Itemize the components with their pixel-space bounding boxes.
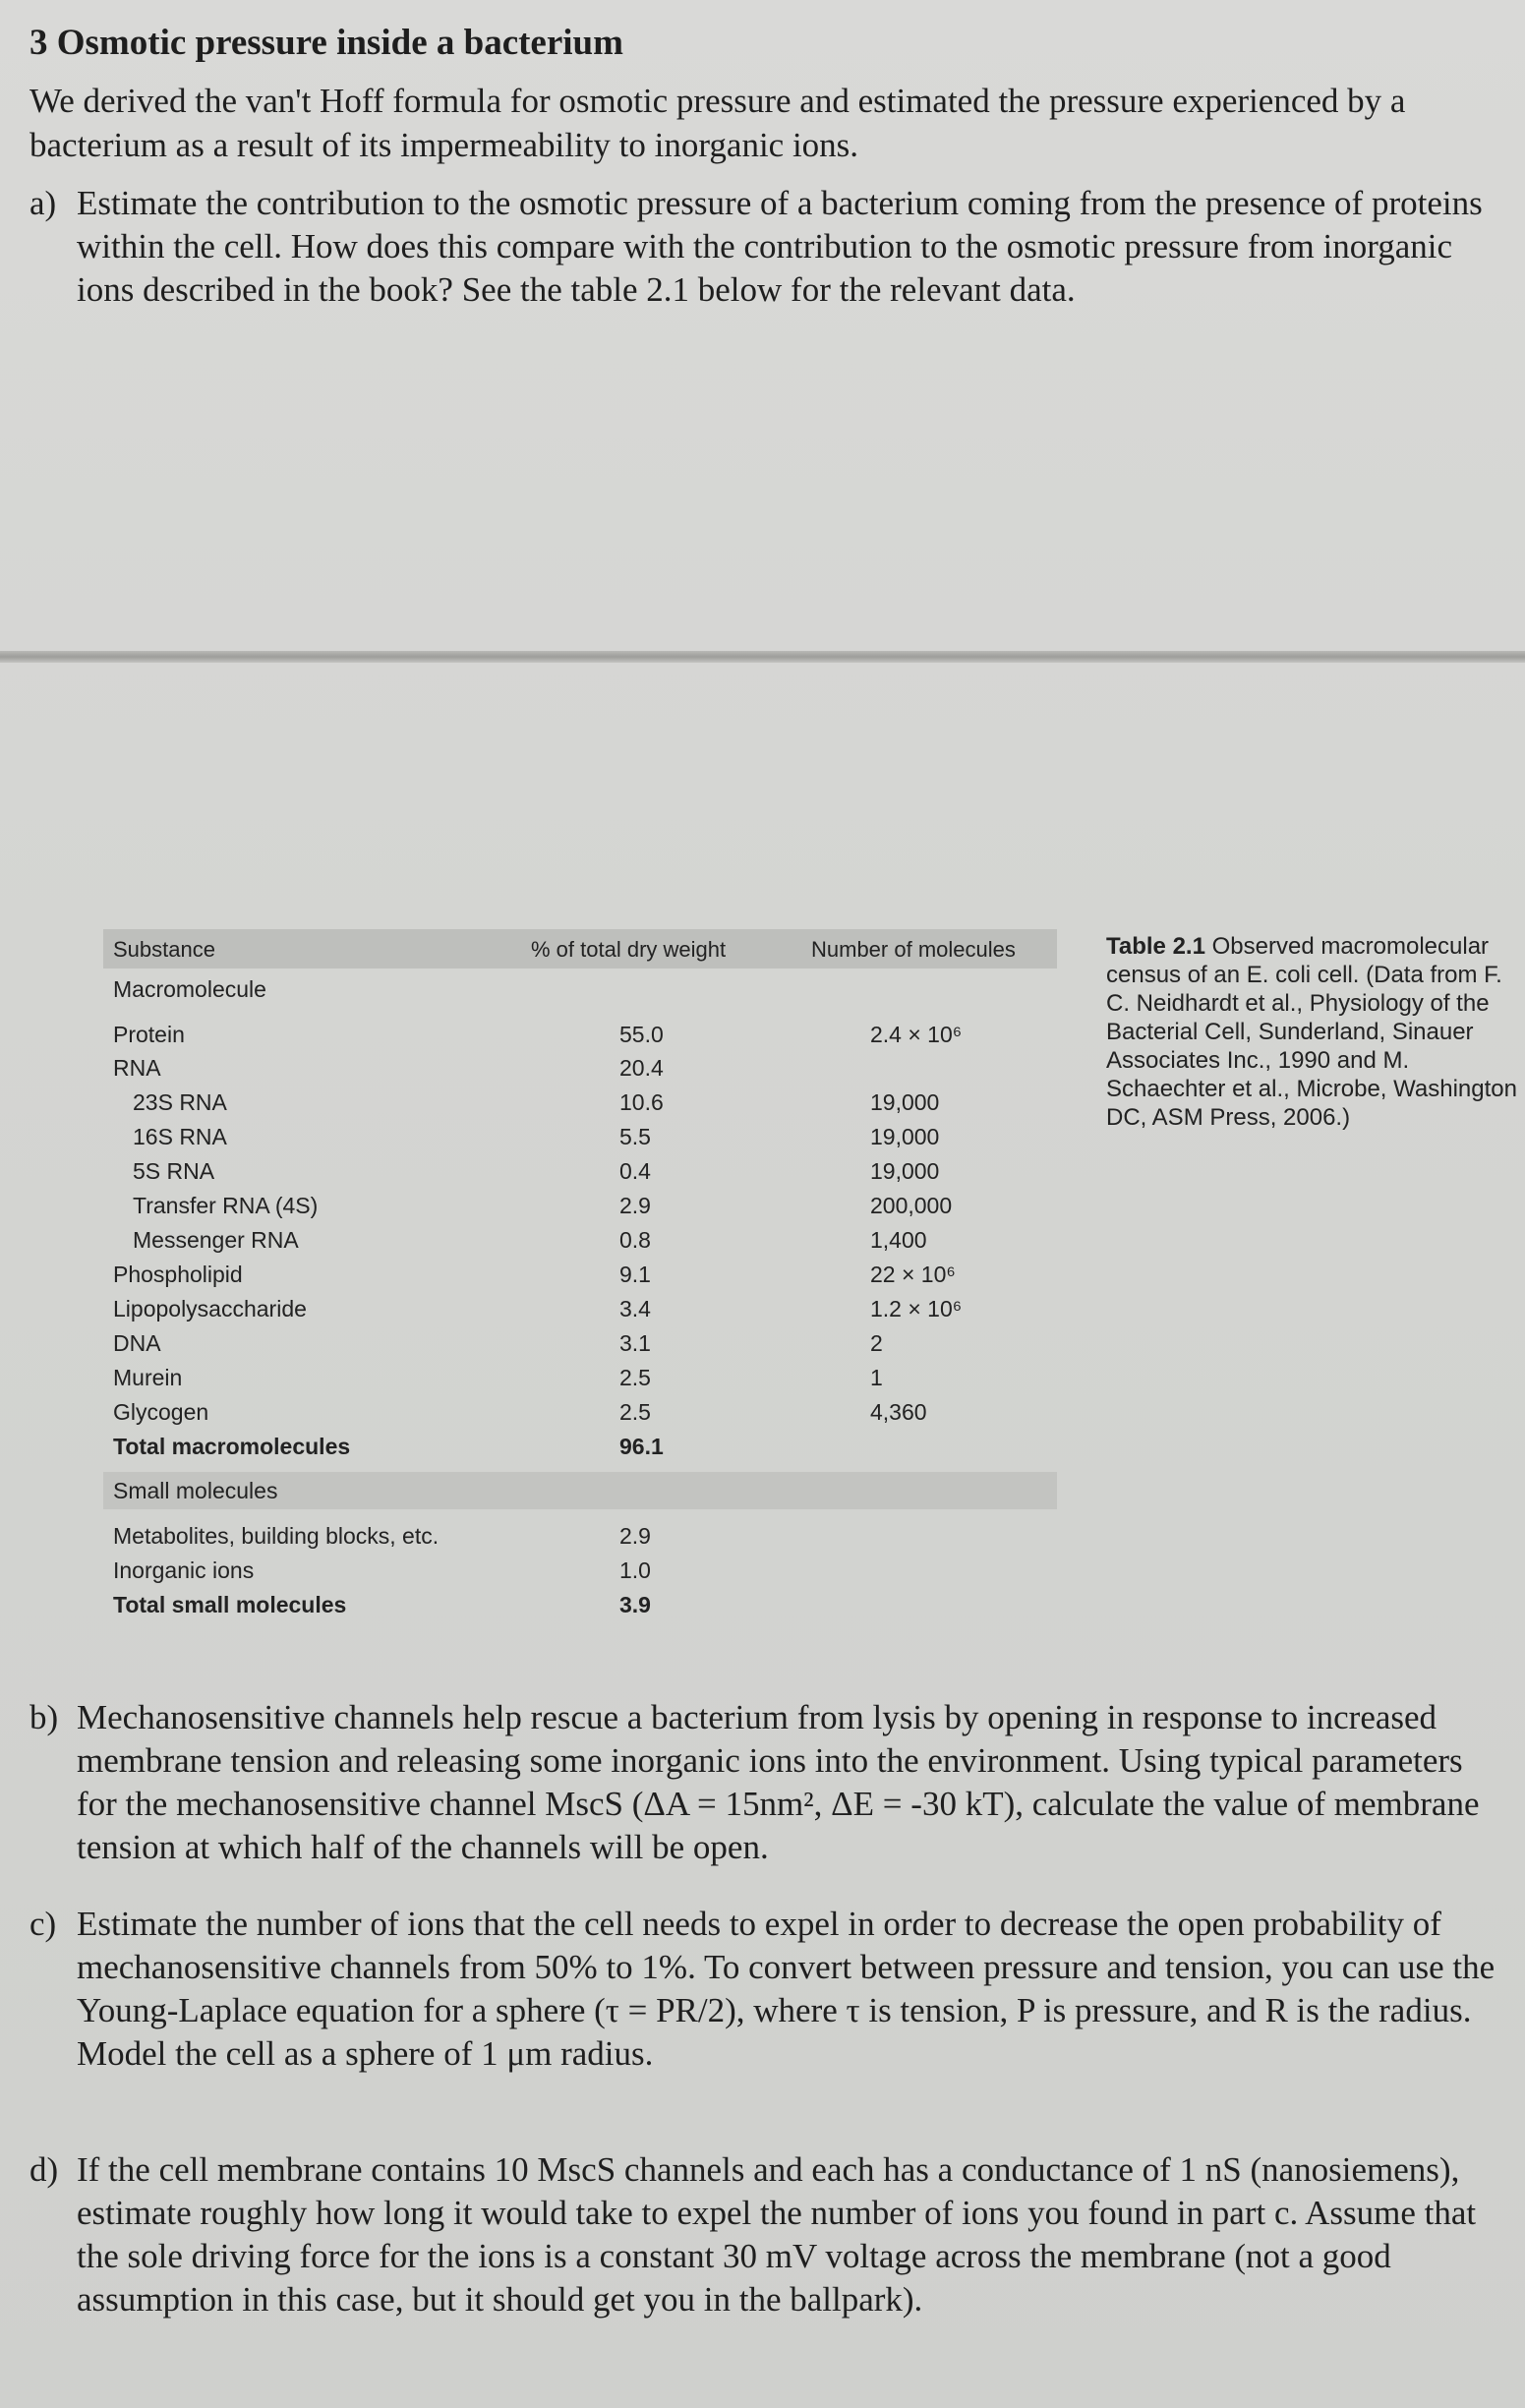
cell-weight: 2.5 [619,1365,651,1390]
cell-substance: Total small molecules [113,1592,347,1617]
cell-substance: Transfer RNA (4S) [133,1193,319,1218]
table-row [103,1262,1057,1295]
header-substance: Substance [113,937,215,962]
cell-substance: DNA [113,1330,161,1356]
problem-intro: We derived the van't Hoff formula for osmotic pressure and estimated the pressure experienced by a bacterium as a result of its impermeability to inorganic ions. [29,82,1406,164]
table-row-total [103,1592,1057,1625]
cell-weight: 10.6 [619,1089,664,1115]
table-row-total [103,1434,1057,1467]
table-row [103,1089,1057,1123]
cell-count: 4,360 [870,1399,927,1425]
section-small-molecules [103,1478,1057,1511]
cell-substance: Messenger RNA [133,1227,299,1253]
cell-count: 2 [870,1330,883,1356]
table-row [103,1557,1057,1591]
question-c [29,1903,1504,2076]
table-row [103,1124,1057,1157]
table-row [103,1365,1057,1398]
table-row [103,1158,1057,1192]
cell-substance: Murein [113,1365,183,1390]
table-row [103,1296,1057,1329]
cell-weight: 9.1 [619,1262,651,1287]
cell-substance: Metabolites, building blocks, etc. [113,1523,440,1549]
cell-count: 19,000 [870,1124,940,1149]
cell-weight: 55.0 [619,1022,664,1047]
cell-weight: 2.9 [619,1523,651,1549]
caption-text: Observed macromolecular census of an E. coli cell. (Data from F. C. Neidhardt et al., Physiology of the Bacterial Cell, Sunderland, Sinauer Associates Inc., 1990 and M. Schaechter et al., Microbe, Washington DC, ASM Press, 2006.) [1106,933,1517,1131]
section-macromolecule [103,976,1057,1010]
table-row [103,1227,1057,1261]
question-c-text: Estimate the number of ions that the cell needs to expel in order to decrease the open probability of mechanosensitive channels from 50% to 1%. To convert between pressure and tension, you can use the Young-Laplace equation for a sphere (τ = PR/2), where τ is tension, P is pressure, and R is the radius. Model the cell as a sphere of 1 μm radius. [77,1905,1496,2073]
question-b-text: Mechanosensitive channels help rescue a bacterium from lysis by opening in response to increased membrane tension and releasing some inorganic ions into the environment. Using typical parameters for the mechanosensitive channel MscS (ΔA = 15nm², ΔE = -30 kT), calculate the value of membrane tension at which half of the channels will be open. [77,1698,1480,1866]
cell-weight: 2.9 [619,1193,651,1218]
cell-count: 200,000 [870,1193,953,1218]
cell-substance: 23S RNA [133,1089,227,1115]
cell-count: 22 × 10⁶ [870,1262,956,1287]
cell-weight: 5.5 [619,1124,651,1149]
question-c-label: c) [29,1905,57,1943]
cell-weight: 96.1 [619,1434,664,1459]
cell-count: 19,000 [870,1158,940,1184]
cell-weight: 20.4 [619,1055,664,1081]
cell-substance: Phospholipid [113,1262,243,1287]
section-label: Macromolecule [113,976,266,1002]
problem-title: 3 Osmotic pressure inside a bacterium [29,23,623,63]
caption-label: Table 2.1 [1106,933,1205,960]
question-d-label: d) [29,2150,59,2189]
cell-substance: 5S RNA [133,1158,215,1184]
question-a-label: a) [29,184,57,222]
header-molecules: Number of molecules [811,937,1016,962]
cell-weight: 1.0 [619,1557,651,1583]
table-header [103,929,1057,969]
question-b-label: b) [29,1698,59,1736]
cell-count: 19,000 [870,1089,940,1115]
cell-count: 1.2 × 10⁶ [870,1296,963,1321]
question-a [29,182,1504,312]
cell-substance: Total macromolecules [113,1434,351,1459]
question-b [29,1696,1504,1869]
question-d-text: If the cell membrane contains 10 MscS channels and each has a conductance of 1 nS (nanosiemens), estimate roughly how long it would take to expel the number of ions you found in part c. Assume that the sole driving force for the ions is a constant 30 mV voltage across the membrane (not a good assumption in this case, but it should get you in the ballpark). [77,2150,1477,2319]
section-label: Small molecules [113,1478,278,1503]
question-a-text: Estimate the contribution to the osmotic pressure of a bacterium coming from the presence of proteins within the cell. How does this compare with the contribution to the osmotic pressure from inorganic ions described in the book? See the table 2.1 below for the relevant data. [77,184,1483,309]
cell-count: 2.4 × 10⁶ [870,1022,963,1047]
cell-substance: 16S RNA [133,1124,227,1149]
header-dry-weight: % of total dry weight [531,937,727,962]
cell-weight: 2.5 [619,1399,651,1425]
cell-substance: Inorganic ions [113,1557,255,1583]
cell-weight: 3.9 [619,1592,651,1617]
table-row [103,1523,1057,1556]
table-row [103,1330,1057,1364]
cell-weight: 0.4 [619,1158,651,1184]
cell-weight: 0.8 [619,1227,651,1253]
cell-substance: Lipopolysaccharide [113,1296,307,1321]
cell-weight: 3.4 [619,1296,651,1321]
cell-weight: 3.1 [619,1330,651,1356]
table-row [103,1022,1057,1055]
cell-substance: Protein [113,1022,185,1047]
cell-count: 1,400 [870,1227,927,1253]
cell-substance: RNA [113,1055,161,1081]
cell-count: 1 [870,1365,883,1390]
table-row [103,1193,1057,1226]
cell-substance: Glycogen [113,1399,209,1425]
table-caption [1106,932,1519,1132]
page-divider [0,651,1525,663]
table-row [103,1055,1057,1088]
question-d [29,2148,1504,2321]
table-row [103,1399,1057,1433]
